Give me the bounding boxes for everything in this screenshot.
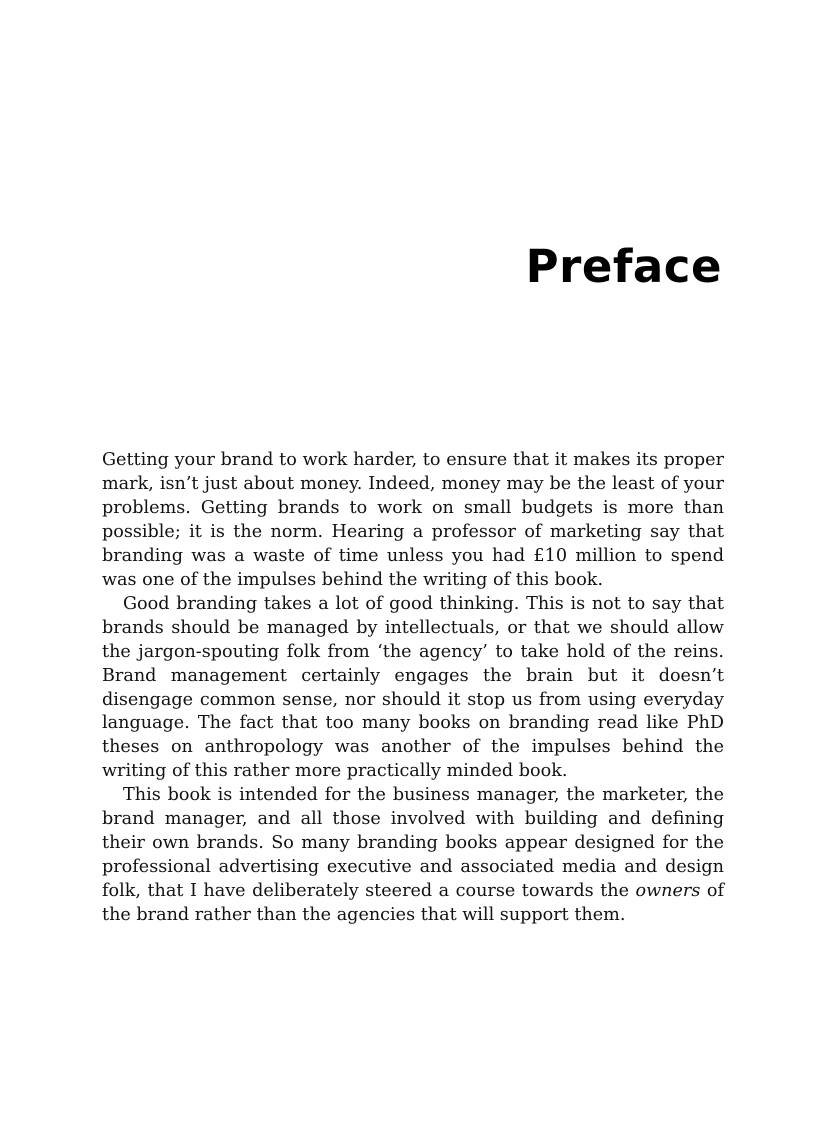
paragraph-1: Getting your brand to work harder, to ensure that it makes its proper mark, isn’t just about money. Indeed, money may be the least of your problems. Getting brands to work on small budgets is more than possible; it is the norm. Hearing a professor of marketing say that branding was a waste of time unless you had £10 million to spend was one of the impulses behind the writing of this book. bbox=[102, 450, 724, 590]
paragraph-3-italic-word: owners bbox=[635, 881, 701, 902]
preface-body bbox=[102, 449, 724, 928]
paragraph-3-text-end: of the brand rather than the agencies that will support them. bbox=[102, 881, 724, 926]
chapter-title: Preface bbox=[525, 240, 722, 293]
paragraph-3-text-start: This book is intended for the business manager, the marketer, the brand manager, and all those involved with building and defining their own brands. So many branding books appear designed for the professional advertising executive and associated media and design folk, that I have deliberately steered a course towards the bbox=[102, 785, 724, 902]
paragraph-3 bbox=[102, 784, 724, 928]
paragraph-2: Good branding takes a lot of good thinking. This is not to say that brands should be managed by intellectuals, or that we should allow the jargon-spouting folk from ‘the agency’ to take hold of the reins. Brand management certainly engages the brain but it doesn’t disengage common sense, nor should it stop us from using everyday language. The fact that too many books on branding read like PhD theses on anthropology was another of the impulses behind the writing of this rather more practically minded book. bbox=[102, 593, 724, 782]
